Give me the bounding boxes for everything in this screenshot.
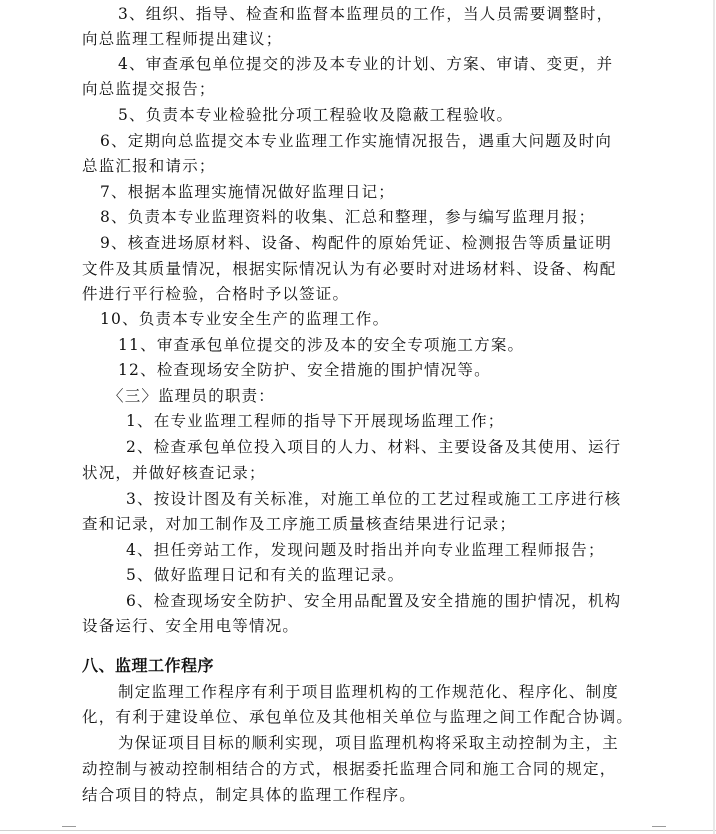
body-line: 12、检查现场安全防护、安全措施的围护情况等。 bbox=[118, 361, 491, 379]
body-line: 向总监理工程师提出建议； bbox=[82, 30, 283, 48]
body-line: 5、做好监理日记和有关的监理记录。 bbox=[126, 566, 405, 584]
body-line: 4、审查承包单位提交的涉及本专业的计划、方案、审请、变更，并 bbox=[118, 55, 614, 73]
body-line: 6、检查现场安全防护、安全用品配置及安全措施的围护情况，机构 bbox=[126, 592, 622, 610]
body-line: 4、担任旁站工作，发现问题及时指出并向专业监理工程师报告； bbox=[126, 541, 605, 559]
body-line: 7、根据本监理实施情况做好监理日记； bbox=[100, 183, 395, 201]
body-line: 状况，并做好核查记录； bbox=[82, 464, 266, 482]
body-line: 9、核查进场原材料、设备、构配件的原始凭证、检测报告等质量证明 bbox=[100, 234, 613, 252]
margin-marker-right bbox=[652, 826, 666, 827]
body-line: 件进行平行检验，合格时予以签证。 bbox=[82, 285, 350, 303]
body-line: 向总监提交报告； bbox=[82, 80, 216, 98]
section-heading: 八、监理工作程序 bbox=[82, 656, 215, 675]
body-line: 3、按设计图及有关标准，对施工单位的工艺过程或施工工序进行核 bbox=[126, 490, 622, 508]
body-line: 11、审查承包单位提交的涉及本的安全专项施工方案。 bbox=[118, 336, 525, 354]
body-line: 10、负责本专业安全生产的监理工作。 bbox=[100, 310, 390, 328]
body-line: 动控制与被动控制相结合的方式，根据委托监理合同和施工合同的规定， bbox=[82, 760, 617, 778]
subsection-heading: 〈三〉监理员的职责： bbox=[108, 387, 276, 405]
body-line: 设备运行、安全用电等情况。 bbox=[82, 617, 300, 635]
body-line: 文件及其质量情况，根据实际情况认为有必要时对进场材料、设备、构配 bbox=[82, 260, 617, 278]
body-line: 为保证项目目标的顺利实现，项目监理机构将采取主动控制为主，主 bbox=[118, 734, 620, 752]
page-right-edge bbox=[713, 0, 715, 834]
body-line: 制定监理工作程序有利于项目监理机构的工作规范化、程序化、制度 bbox=[118, 683, 620, 701]
body-line: 总监汇报和请示； bbox=[82, 157, 216, 175]
body-line: 3、组织、指导、检查和监督本监理员的工作，当人员需要调整时， bbox=[118, 5, 614, 23]
body-line: 5、负责本专业检验批分项工程验收及隐蔽工程验收。 bbox=[118, 106, 514, 124]
body-line: 2、检查承包单位投入项目的人力、材料、主要设备及其使用、运行 bbox=[126, 438, 622, 456]
margin-marker-left bbox=[62, 826, 76, 827]
body-line: 1、在专业监理工程师的指导下开展现场监理工作； bbox=[126, 412, 505, 430]
body-line: 结合项目的特点，制定具体的监理工作程序。 bbox=[82, 786, 417, 804]
page-bottom-edge bbox=[0, 830, 716, 831]
body-line: 化，有利于建设单位、承包单位及其他相关单位与监理之间工作配合协调。 bbox=[82, 708, 634, 726]
body-line: 6、定期向总监提交本专业监理工作实施情况报告，遇重大问题及时向 bbox=[100, 132, 613, 150]
body-line: 8、负责本专业监理资料的收集、汇总和整理，参与编写监理月报； bbox=[100, 208, 596, 226]
body-line: 查和记录，对加工制作及工序施工质量核查结果进行记录； bbox=[82, 515, 517, 533]
